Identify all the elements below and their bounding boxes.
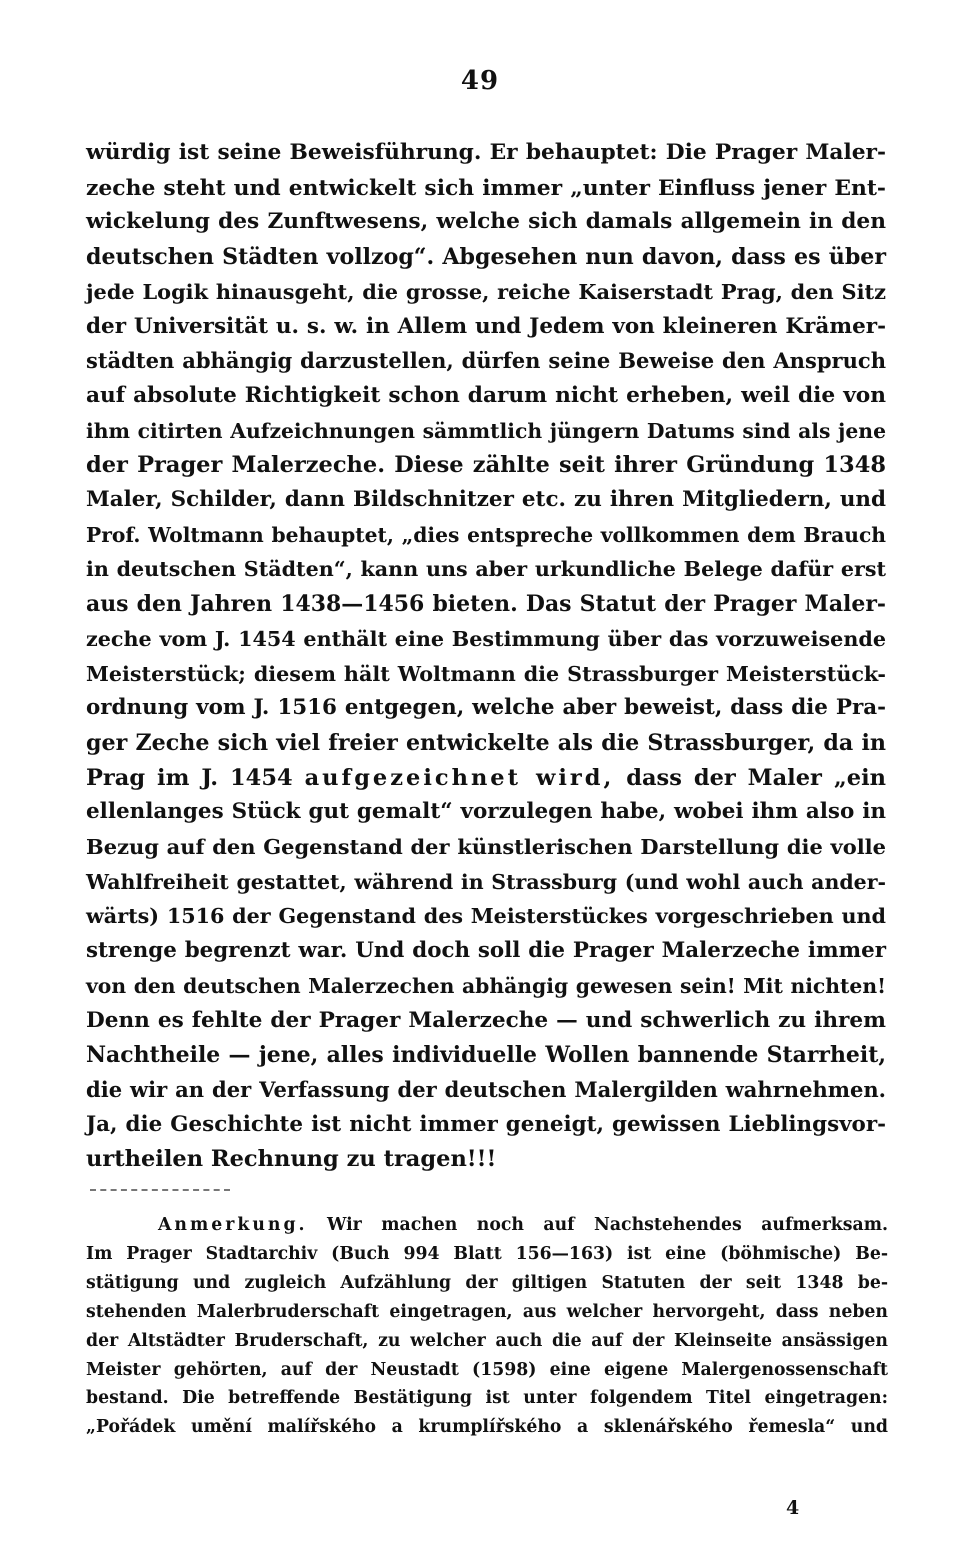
text-line: Maler, Schilder, dann Bildschnitzer etc. zu ihren Mitgliedern, und <box>86 487 886 513</box>
text-fragment: dass der Maler „ein <box>614 764 886 791</box>
text-line-emphasis <box>86 761 886 796</box>
footnote-line: Meister gehörten, auf der Neustadt (1598) eine eigene Malergenossenschaft <box>86 1359 888 1380</box>
text-line: Prof. Woltmann behauptet, „dies entspreche vollkommen dem Brauch <box>86 522 886 547</box>
text-line: ellenlanges Stück gut gemalt“ vorzulegen habe, wobei ihm also in <box>86 799 886 825</box>
page-number: 49 <box>460 66 500 96</box>
text-line: Bezug auf den Gegenstand der künstlerischen Darstellung die volle <box>86 834 886 860</box>
text-line: Ja, die Geschichte ist nicht immer geneigt, gewissen Lieblingsvor- <box>86 1111 886 1137</box>
text-fragment: Prag im J. 1454 <box>86 764 305 791</box>
text-line-last: urtheilen Rechnung zu tragen!!! <box>86 1146 497 1173</box>
text-line: zeche vom J. 1454 enthält eine Bestimmung über das vorzuweisende <box>86 626 886 651</box>
text-line: wickelung des Zunftwesens, welche sich damals allgemein in den <box>86 209 886 235</box>
main-text-block <box>86 136 886 1177</box>
footnote-line: Im Prager Stadtarchiv (Buch 994 Blatt 156—163) ist eine (böhmische) Be- <box>86 1243 888 1264</box>
text-line: würdig ist seine Beweisführung. Er behauptet: Die Prager Maler- <box>86 140 886 165</box>
footnote-separator <box>90 1189 230 1193</box>
text-line: von den deutschen Malerzechen abhängig gewesen sein! Mit nichten! <box>86 973 886 998</box>
footnote-line: der Altstädter Bruderschaft, zu welcher auch die auf der Kleinseite ansässigen <box>86 1330 888 1351</box>
text-line: ordnung vom J. 1516 entgegen, welche aber beweist, dass die Pra- <box>86 695 886 721</box>
text-line: zeche steht und entwickelt sich immer „unter Einfluss jener Ent- <box>86 174 886 201</box>
text-line: der Universität u. s. w. in Allem und Jedem von kleineren Krämer- <box>86 313 886 339</box>
footnote-line <box>86 1211 888 1240</box>
text-line: Denn es fehlte der Prager Malerzeche — und schwerlich zu ihrem <box>86 1007 886 1033</box>
text-line: wärts) 1516 der Gegenstand des Meisterstückes vorgeschrieben und <box>86 904 886 929</box>
footnote-block <box>86 1211 888 1442</box>
text-line: deutschen Städten vollzog“. Abgesehen nun davon, dass es über <box>86 244 886 271</box>
footnote-line: „Pořádek umění malířského a krumplířského a sklenářského řemesla“ und <box>86 1417 888 1438</box>
text-line: Meisterstück; diesem hält Woltmann die Strassburger Meisterstück- <box>86 661 886 686</box>
signature-mark: 4 <box>786 1497 800 1519</box>
text-line: aus den Jahren 1438—1456 bieten. Das Statut der Prager Maler- <box>86 591 886 618</box>
footnote-line: stätigung und zugleich Aufzählung der giltigen Statuten der seit 1348 be- <box>86 1272 888 1293</box>
footnote-line: bestand. Die betreffende Bestätigung ist unter folgendem Titel eingetragen: <box>86 1388 888 1409</box>
footnote-line: stehenden Malerbruderschaft eingetragen, aus welcher hervorgeht, dass neben <box>86 1301 888 1322</box>
footnote-heading: Anmerkung. <box>158 1215 308 1235</box>
text-line: der Prager Malerzeche. Diese zählte seit ihrer Gründung 1348 <box>86 452 886 479</box>
text-line: Nachtheile — jene, alles individuelle Wollen bannende Starrheit, <box>86 1042 886 1069</box>
text-line: städten abhängig darzustellen, dürfen seine Beweise den Anspruch <box>86 348 886 374</box>
text-line: in deutschen Städten“, kann uns aber urkundliche Belege dafür erst <box>86 557 886 582</box>
text-line: die wir an der Verfassung der deutschen Malergilden wahrnehmen. <box>86 1076 886 1102</box>
text-line: auf absolute Richtigkeit schon darum nicht erheben, weil die von <box>86 382 886 408</box>
text-line: ihm citirten Aufzeichnungen sämmtlich jüngern Datums sind als jene <box>86 418 886 443</box>
spaced-emphasis-text: aufgezeichnet wird, <box>304 764 615 791</box>
text-fragment: Wir machen noch auf Nachstehendes aufmerksam. <box>307 1215 888 1235</box>
text-line: Wahlfreiheit gestattet, während in Strassburg (und wohl auch ander- <box>86 869 886 894</box>
text-line: strenge begrenzt war. Und doch soll die Prager Malerzeche immer <box>86 938 886 964</box>
text-line: ger Zeche sich viel freier entwickelte als die Strassburger, da in <box>86 729 886 756</box>
text-line: jede Logik hinausgeht, die grosse, reiche Kaiserstadt Prag, den Sitz <box>86 278 886 304</box>
